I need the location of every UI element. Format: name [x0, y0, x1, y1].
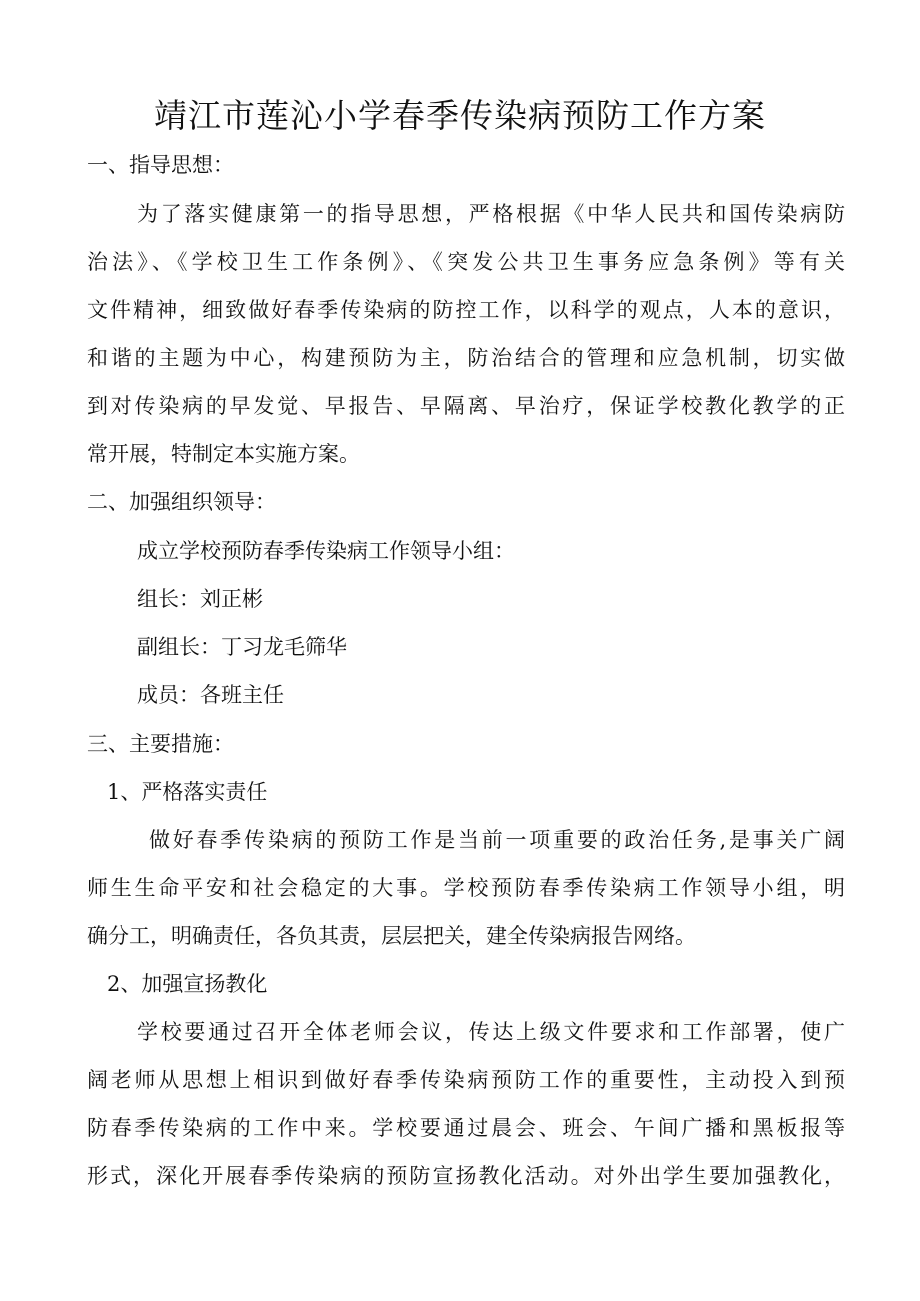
group-deputy-leaders: 副组长：丁习龙毛筛华: [137, 635, 347, 659]
paragraph-line: 治法》、《学校卫生工作条例》、《突发公共卫生事务应急条例》等有关: [87, 250, 845, 274]
paragraph-line: 防春季传染病的工作中来。学校要通过晨会、班会、午间广播和黑板报等: [87, 1116, 845, 1140]
measure-2-heading: 2、加强宣扬教化: [107, 972, 268, 996]
section-heading-organization: 二、加强组织领导：: [87, 490, 276, 514]
paragraph-line: 到对传染病的早发觉、早报告、早隔离、早治疗，保证学校教化教学的正: [87, 394, 845, 418]
paragraph-line: 常开展，特制定本实施方案。: [87, 442, 360, 466]
paragraph-line: 师生生命平安和社会稳定的大事。学校预防春季传染病工作领导小组，明: [87, 876, 845, 900]
group-members: 成员：各班主任: [137, 683, 284, 707]
section-heading-main-measures: 三、主要措施：: [87, 732, 234, 756]
paragraph-line: 阔老师从思想上相识到做好春季传染病预防工作的重要性，主动投入到预: [87, 1068, 845, 1092]
paragraph-line: 形式，深化开展春季传染病的预防宣扬教化活动。对外出学生要加强教化，: [87, 1164, 845, 1188]
paragraph-line: 做好春季传染病的预防工作是当前一项重要的政治任务,是事关广阔: [149, 828, 845, 852]
document-title: 靖江市莲沁小学春季传染病预防工作方案: [154, 96, 766, 135]
section-heading-guiding-thought: 一、指导思想：: [87, 153, 234, 177]
measure-2-paragraph: [87, 1017, 845, 1209]
paragraph-line: 为了落实健康第一的指导思想，严格根据《中华人民共和国传染病防: [137, 202, 845, 226]
paragraph-line: 学校要通过召开全体老师会议，传达上级文件要求和工作部署，使广: [137, 1020, 845, 1044]
section1-paragraph: [87, 199, 845, 487]
paragraph-line: 确分工，明确责任，各负其责，层层把关，建全传染病报告网络。: [87, 924, 696, 948]
group-leader: 组长：刘正彬: [137, 587, 263, 611]
leadership-group-intro: 成立学校预防春季传染病工作领导小组：: [137, 539, 515, 563]
paragraph-line: 和谐的主题为中心，构建预防为主，防治结合的管理和应急机制，切实做: [87, 346, 845, 370]
measure-1-heading: 1、严格落实责任: [107, 780, 268, 804]
measure-1-paragraph: [87, 825, 845, 969]
paragraph-line: 文件精神，细致做好春季传染病的防控工作，以科学的观点，人本的意识，: [87, 298, 845, 322]
